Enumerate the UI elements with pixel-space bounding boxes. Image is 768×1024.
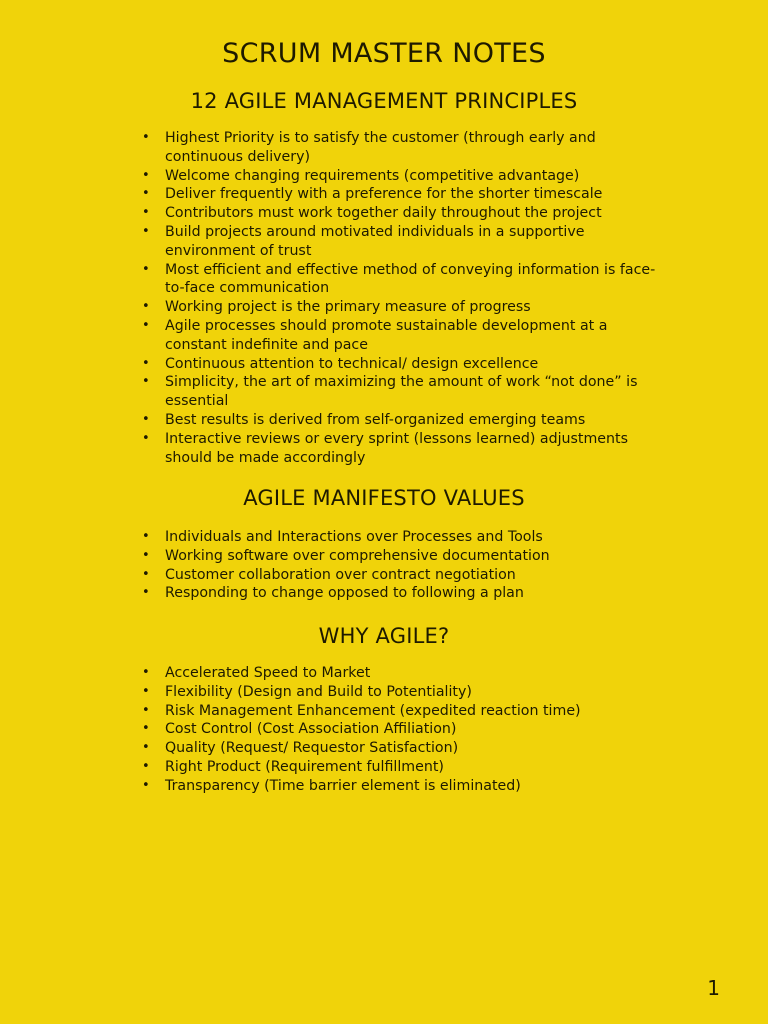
list-item: • Build projects around motivated individuals in a supportive environment of trust bbox=[140, 223, 670, 261]
list-item: • Responding to change opposed to following a plan bbox=[140, 584, 670, 603]
list-item: • Working project is the primary measure of progress bbox=[140, 298, 670, 317]
list-item: • Quality (Request/ Requestor Satisfaction) bbox=[140, 739, 670, 758]
list-item: • Individuals and Interactions over Processes and Tools bbox=[140, 528, 670, 547]
principles-list bbox=[140, 129, 670, 467]
list-item: • Best results is derived from self-organized emerging teams bbox=[140, 411, 670, 430]
page-number: 1 bbox=[707, 976, 720, 1000]
list-item: • Working software over comprehensive documentation bbox=[140, 547, 670, 566]
list-item: • Contributors must work together daily throughout the project bbox=[140, 204, 670, 223]
list-item: • Cost Control (Cost Association Affiliation) bbox=[140, 720, 670, 739]
list-item: • Welcome changing requirements (competitive advantage) bbox=[140, 167, 670, 186]
list-item: • Accelerated Speed to Market bbox=[140, 664, 670, 683]
list-item: • Simplicity, the art of maximizing the amount of work “not done” is essential bbox=[140, 373, 670, 411]
list-item: • Right Product (Requirement fulfillment) bbox=[140, 758, 670, 777]
manifesto-list bbox=[140, 528, 670, 603]
list-item: • Highest Priority is to satisfy the customer (through early and continuous delivery) bbox=[140, 129, 670, 167]
page-title: SCRUM MASTER NOTES bbox=[222, 38, 546, 69]
why-agile-heading: WHY AGILE? bbox=[318, 624, 450, 648]
list-item: • Deliver frequently with a preference for the shorter timescale bbox=[140, 185, 670, 204]
list-item: • Interactive reviews or every sprint (lessons learned) adjustments should be made accordingly bbox=[140, 430, 670, 468]
list-item: • Risk Management Enhancement (expedited reaction time) bbox=[140, 702, 670, 721]
list-item: • Continuous attention to technical/ design excellence bbox=[140, 355, 670, 374]
why-agile-list bbox=[140, 664, 670, 796]
list-item: • Agile processes should promote sustainable development at a constant indefinite and pace bbox=[140, 317, 670, 355]
list-item: • Flexibility (Design and Build to Potentiality) bbox=[140, 683, 670, 702]
list-item: • Transparency (Time barrier element is eliminated) bbox=[140, 777, 670, 796]
manifesto-heading: AGILE MANIFESTO VALUES bbox=[243, 486, 525, 510]
principles-heading: 12 AGILE MANAGEMENT PRINCIPLES bbox=[190, 89, 578, 113]
list-item: • Customer collaboration over contract negotiation bbox=[140, 566, 670, 585]
list-item: • Most efficient and effective method of conveying information is face-to-face communication bbox=[140, 261, 670, 299]
